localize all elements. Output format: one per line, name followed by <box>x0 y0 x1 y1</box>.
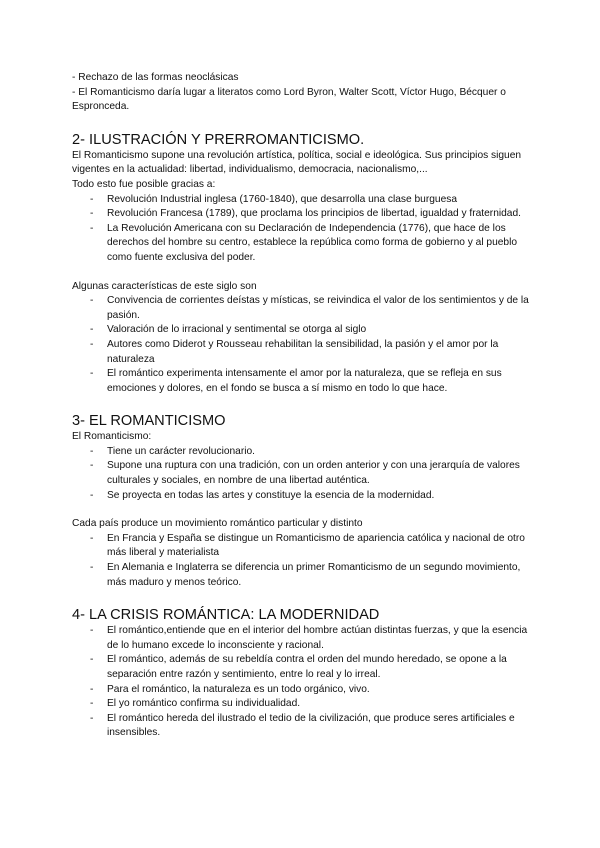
section-heading-3: 3- EL ROMANTICISMO <box>72 413 226 430</box>
list-item: - El romántico experimenta intensamente el amor por la naturaleza, que se refleja en sus emociones y dolores, en el fondo se busca a sí mismo en todo lo que hace. <box>72 367 532 396</box>
intro-line: - El Romanticismo daría lugar a literatos como Lord Byron, Walter Scott, Víctor Hugo, Bécquer o Espronceda. <box>72 86 506 113</box>
list-item: - El romántico,entiende que en el interior del hombre actúan distintas fuerzas, y que la esencia de lo humano excede lo inconsciente y racional. <box>72 624 532 653</box>
list-item: - Revolución Industrial inglesa (1760-1840), que desarrolla una clase burguesa <box>72 193 532 208</box>
list-item: - En Alemania e Inglaterra se diferencia un primer Romanticismo de un segundo movimiento, más maduro y menos teórico. <box>72 561 532 590</box>
list-item: - El romántico hereda del ilustrado el tedio de la civilización, que produce seres artificiales e insensibles. <box>72 712 532 741</box>
list-item: - Tiene un carácter revolucionario. <box>72 445 532 460</box>
bullet-list <box>72 445 532 503</box>
list-item: - En Francia y España se distingue un Romanticismo de apariencia católica y nacional de otro más liberal y materialista <box>72 532 532 561</box>
list-item: - Revolución Francesa (1789), que proclama los principios de libertad, igualdad y fraternidad. <box>72 207 532 222</box>
list-item: - Se proyecta en todas las artes y constituye la esencia de la modernidad. <box>72 489 532 504</box>
list-item: - Valoración de lo irracional y sentimental se otorga al siglo <box>72 323 532 338</box>
section-lead: Todo esto fue posible gracias a: <box>72 178 216 190</box>
bullet-list <box>72 294 532 396</box>
section-heading-4: 4- LA CRISIS ROMÁNTICA: LA MODERNIDAD <box>72 607 380 624</box>
bullet-list <box>72 532 532 590</box>
section-paragraph: El Romanticismo supone una revolución artística, política, social e ideológica. Sus principios siguen vigentes en la actualidad: libertad, individualismo, democracia, nacionalismo,... <box>72 149 522 176</box>
section-lead: Algunas características de este siglo son <box>72 280 257 292</box>
list-item: - El romántico, además de su rebeldía contra el orden del mundo heredado, se opone a la separación entre razón y sentimiento, entre lo real y lo irreal. <box>72 653 532 682</box>
bullet-list <box>72 624 532 741</box>
bullet-list <box>72 193 532 266</box>
document-page <box>72 71 532 741</box>
section-lead: El Romanticismo: <box>72 431 152 443</box>
list-item: - Para el romántico, la naturaleza es un todo orgánico, vivo. <box>72 683 532 698</box>
section-lead: Cada país produce un movimiento romántico particular y distinto <box>72 518 363 530</box>
list-item: - El yo romántico confirma su individualidad. <box>72 697 532 712</box>
list-item: - Convivencia de corrientes deístas y místicas, se reivindica el valor de los sentimientos y de la pasión. <box>72 294 532 323</box>
intro-line: - Rechazo de las formas neoclásicas <box>72 72 239 83</box>
list-item: - Supone una ruptura con una tradición, con un orden anterior y con una jerarquía de valores culturales y sociales, en nombre de una libertad auténtica. <box>72 459 532 488</box>
list-item: - La Revolución Americana con su Declaración de Independencia (1776), que hace de los derechos del hombre su centro, establece la república como forma de gobierno y al pueblo como fuente exclusiva del poder. <box>72 222 532 266</box>
list-item: - Autores como Diderot y Rousseau rehabilitan la sensibilidad, la pasión y el amor por la naturaleza <box>72 338 532 367</box>
section-heading-2: 2- ILUSTRACIÓN Y PRERROMANTICISMO. <box>72 131 365 148</box>
